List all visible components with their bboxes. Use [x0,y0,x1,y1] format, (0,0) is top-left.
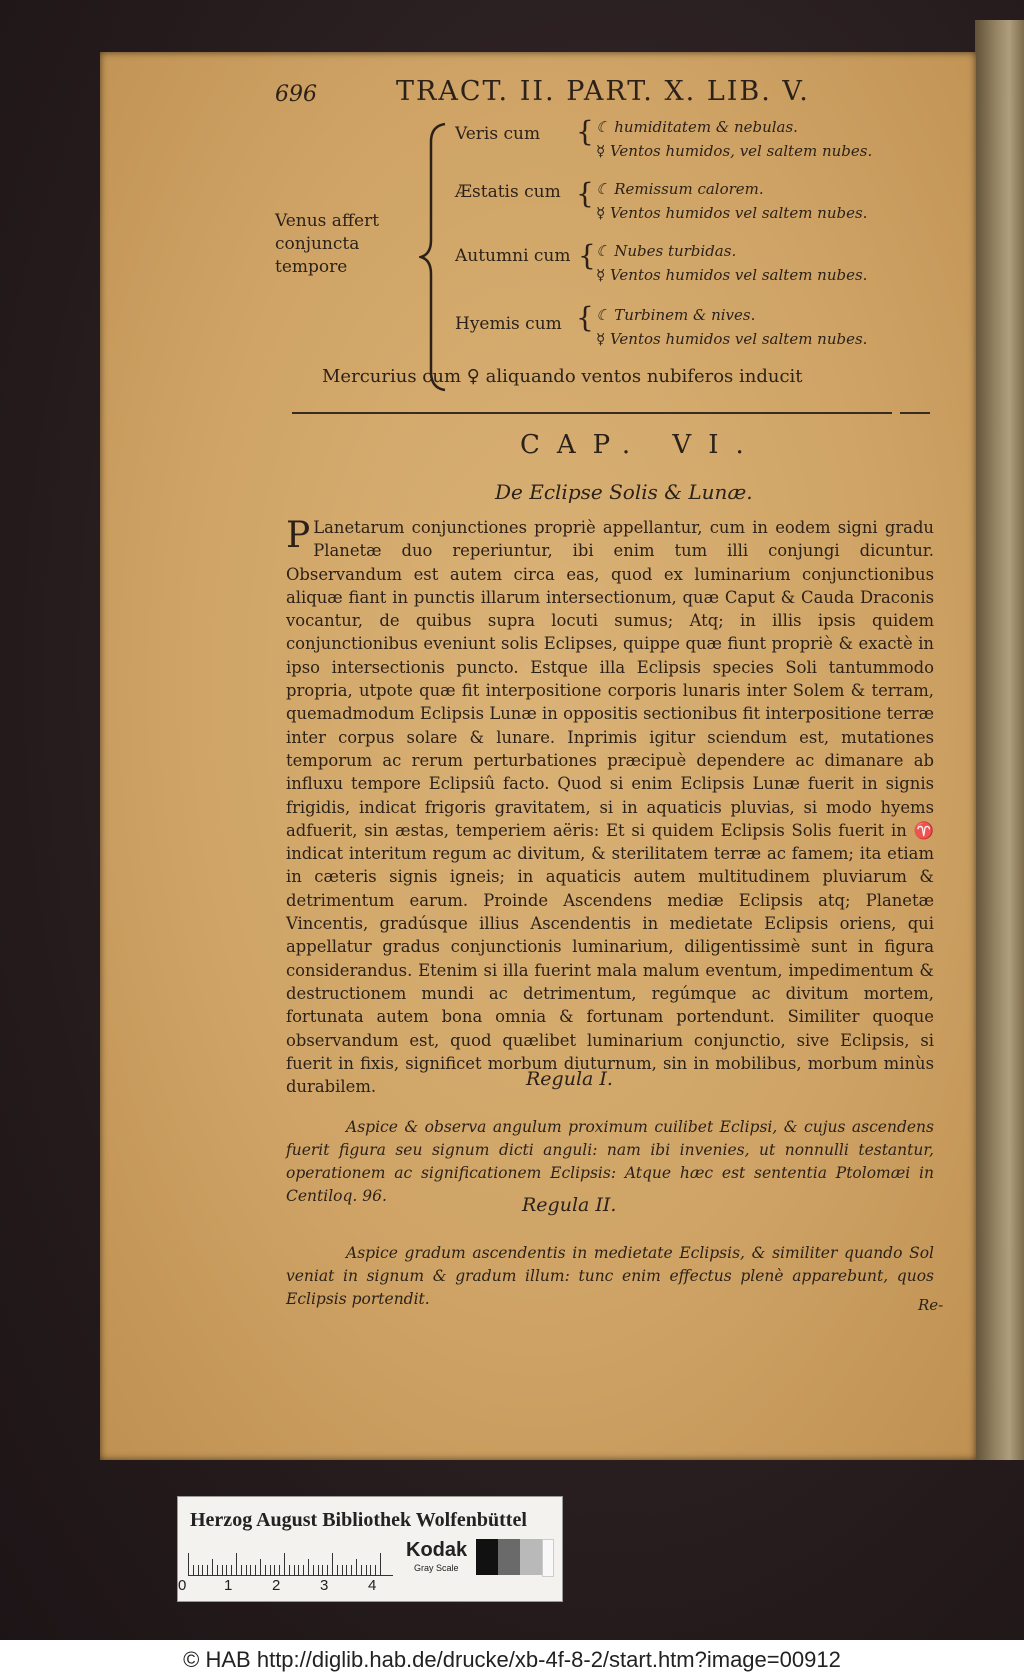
effect-text: ☿ Ventos humidos vel saltem nubes. [596,204,868,222]
ruler-tick [217,1565,218,1575]
ruler-number: 1 [224,1577,233,1594]
rule-text: Aspice gradum ascendentis in medietate Eclipsis, & similiter quando Sol veniat in signum & gradum illum: tunc enim effectus plenè apparebunt, quos Eclipsis portendit. [286,1244,934,1308]
ruler-tick [212,1559,213,1575]
rule-text: Aspice & observa angulum proximum cuilibet Eclipsi, & cujus ascendens fuerit figura seu signum dicti anguli: nam ibi invenies, ut nonnulli testantur, operationem ac significationem Eclipsis: Atque hæc est sententia Ptolomæi in Centiloq. 96. [286,1118,934,1205]
ruler-tick [279,1565,280,1575]
ruler-tick [250,1565,251,1575]
ruler-number: 0 [178,1577,187,1594]
table-row [455,314,562,334]
venus-label: Venus affert conjuncta tempore [275,211,380,277]
ruler-tick [274,1565,275,1575]
ruler-tick [303,1565,304,1575]
ruler-tick [337,1565,338,1575]
small-brace-icon: { [578,239,596,272]
ruler-tick [361,1565,362,1575]
season-label: Hyemis cum [455,314,562,334]
table-row [455,182,561,202]
ruler-tick [188,1553,189,1575]
copyright-text: © HAB http://diglib.hab.de/drucke/xb-4f-8-2/start.htm?image=00912 [183,1647,841,1672]
ruler-tick [226,1565,227,1575]
rule-heading: Regula II. [522,1194,617,1216]
ruler-tick [255,1565,256,1575]
library-name: Herzog August Bibliothek Wolfenbüttel [190,1509,527,1531]
effect-text: ☾ humiditatem & nebulas. [596,118,798,136]
small-brace-icon: { [576,177,594,210]
ruler-tick [284,1553,285,1575]
small-brace-icon: { [576,301,594,334]
ruler-tick [207,1565,208,1575]
big-brace-icon [419,122,449,392]
ruler-tick [294,1565,295,1575]
chapter-title: CAP. VI. [520,430,761,460]
kodak-logo: Kodak [406,1539,468,1561]
rule-heading: Regula I. [526,1068,613,1090]
ruler-tick [356,1559,357,1575]
ruler-tick [198,1565,199,1575]
season-label: Æstatis cum [455,182,561,202]
small-brace-icon: { [576,115,594,148]
ruler-tick [202,1565,203,1575]
chapter-subtitle: De Eclipse Solis & Lunæ. [495,480,753,504]
ruler-tick [260,1559,261,1575]
ruler-tick [332,1553,333,1575]
ruler-tick [366,1565,367,1575]
ruler-tick [370,1565,371,1575]
ruler-tick [236,1553,237,1575]
ruler-tick [222,1565,223,1575]
next-page-edge [975,20,1024,1460]
ruler-tick [318,1565,319,1575]
kodak-subtitle: Gray Scale [414,1563,459,1573]
ruler-number: 3 [320,1577,329,1594]
ruler-tick [289,1565,290,1575]
ruler-tick [231,1565,232,1575]
book-page [100,52,976,1460]
ruler-tick [270,1565,271,1575]
body-text: Lanetarum conjunctiones propriè appellantur, cum in eodem signi gradu Planetæ duo reperiuntur, ibi enim tum illi conjungi dicuntur. Observandum est autem circa eas, quod ex luminarium conjunctionibus aliquæ fiant in punctis illarum intersectionum, quæ Caput & Cauda Draconis vocantur, de quibus supra locuti sumus; Atq; in illis ipsis quidem conjunctionibus eveniunt solis Eclipses, quippe quæ fiunt propriè & exactè in ipso intersectionis puncto. Estque illa Eclipsis species Soli tantummodo propria, utpote quæ fit interpositione corporis lunaris inter Solem & terram, quemadmodum Eclipsis Lunæ in oppositis sectionibus fit interpositione terræ inter corpus solare & lunare. Inprimis igitur sciendum est, mutationes temporum ac rerum perturbationes præcipuè dependere ac dimanare ab influxu tempore Eclipsiû facto. Quod si enim Eclipsis Lunæ fuerit in signis frigidis, indicat frigoris gravitatem, si in aquaticis pluvias, si modo hyems adfuerit, sin æstas, temperiem aëris: Et si quidem Eclipsis Solis fuerit in ♈ indicat interitum regum ac divitum, & sterilitatem terræ ac famem; ita etiam in cæteris signis igneis; in aquaticis autem multitudinem pluviarum & detrimentum earum. Proinde Ascendens mediæ Eclipsis atq; Planetæ Vincentis, gradúsque illius Ascendentis in medietate Eclipsis oriens, qui appellatur gradus conjunctionis luminarium, diligentissimè sunt in figura considerandus. Etenim si illa fuerint mala malum eventum, impedimentum & destructionem mundi ac detrimentum, regúmque ac divitum mortem, fortunata autem bona omnia & fortunam portendunt. Similiter quoque observandum est, quod quælibet luminarium conjunctio, sive Eclipsis, si fuerit in fixis, significet morbum diuturnum, sin in mobilibus, morbum minùs durabilem. [286,518,934,1097]
gray-swatch [476,1539,498,1575]
catchword: Re- [918,1296,944,1314]
ruler-tick [346,1565,347,1575]
body-paragraph [286,516,934,1098]
effect-text: ☾ Remissum calorem. [596,180,764,198]
ruler-tick [342,1565,343,1575]
running-head: TRACT. II. PART. X. LIB. V. [396,76,810,107]
table-row [455,124,540,144]
gray-swatch [542,1539,554,1577]
divider-line [292,412,892,414]
effect-text: ☿ Ventos humidos vel saltem nubes. [596,266,868,284]
gray-swatch [520,1539,542,1575]
ruler-tick [193,1565,194,1575]
ruler-number: 4 [368,1577,377,1594]
ruler-tick [351,1565,352,1575]
season-label: Veris cum [455,124,541,144]
drop-cap: P [286,515,311,556]
ruler-tick [308,1559,309,1575]
divider-line [900,412,930,414]
season-label: Autumni cum [455,246,571,266]
ruler-tick [327,1565,328,1575]
effect-text: ☾ Nubes turbidas. [596,242,737,260]
ruler-tick [265,1565,266,1575]
mercurius-line: Mercurius cum ♀ aliquando ventos nubiferos inducit [322,366,803,387]
ruler-tick [380,1553,381,1575]
ruler-number: 2 [272,1577,281,1594]
page-number: 696 [275,82,317,107]
table-row [455,246,571,266]
ruler-tick [313,1565,314,1575]
effect-text: ☿ Ventos humidos vel saltem nubes. [596,330,868,348]
ruler-tick [322,1565,323,1575]
ruler-tick [298,1565,299,1575]
ruler-tick [246,1565,247,1575]
ruler-tick [241,1565,242,1575]
color-scale-card [177,1496,563,1602]
footer-bar [0,1640,1024,1680]
effect-text: ☾ Turbinem & nives. [596,306,756,324]
gray-swatch [498,1539,520,1575]
effect-text: ☿ Ventos humidos, vel saltem nubes. [596,142,873,160]
ruler-tick [375,1565,376,1575]
ruler [188,1545,393,1576]
